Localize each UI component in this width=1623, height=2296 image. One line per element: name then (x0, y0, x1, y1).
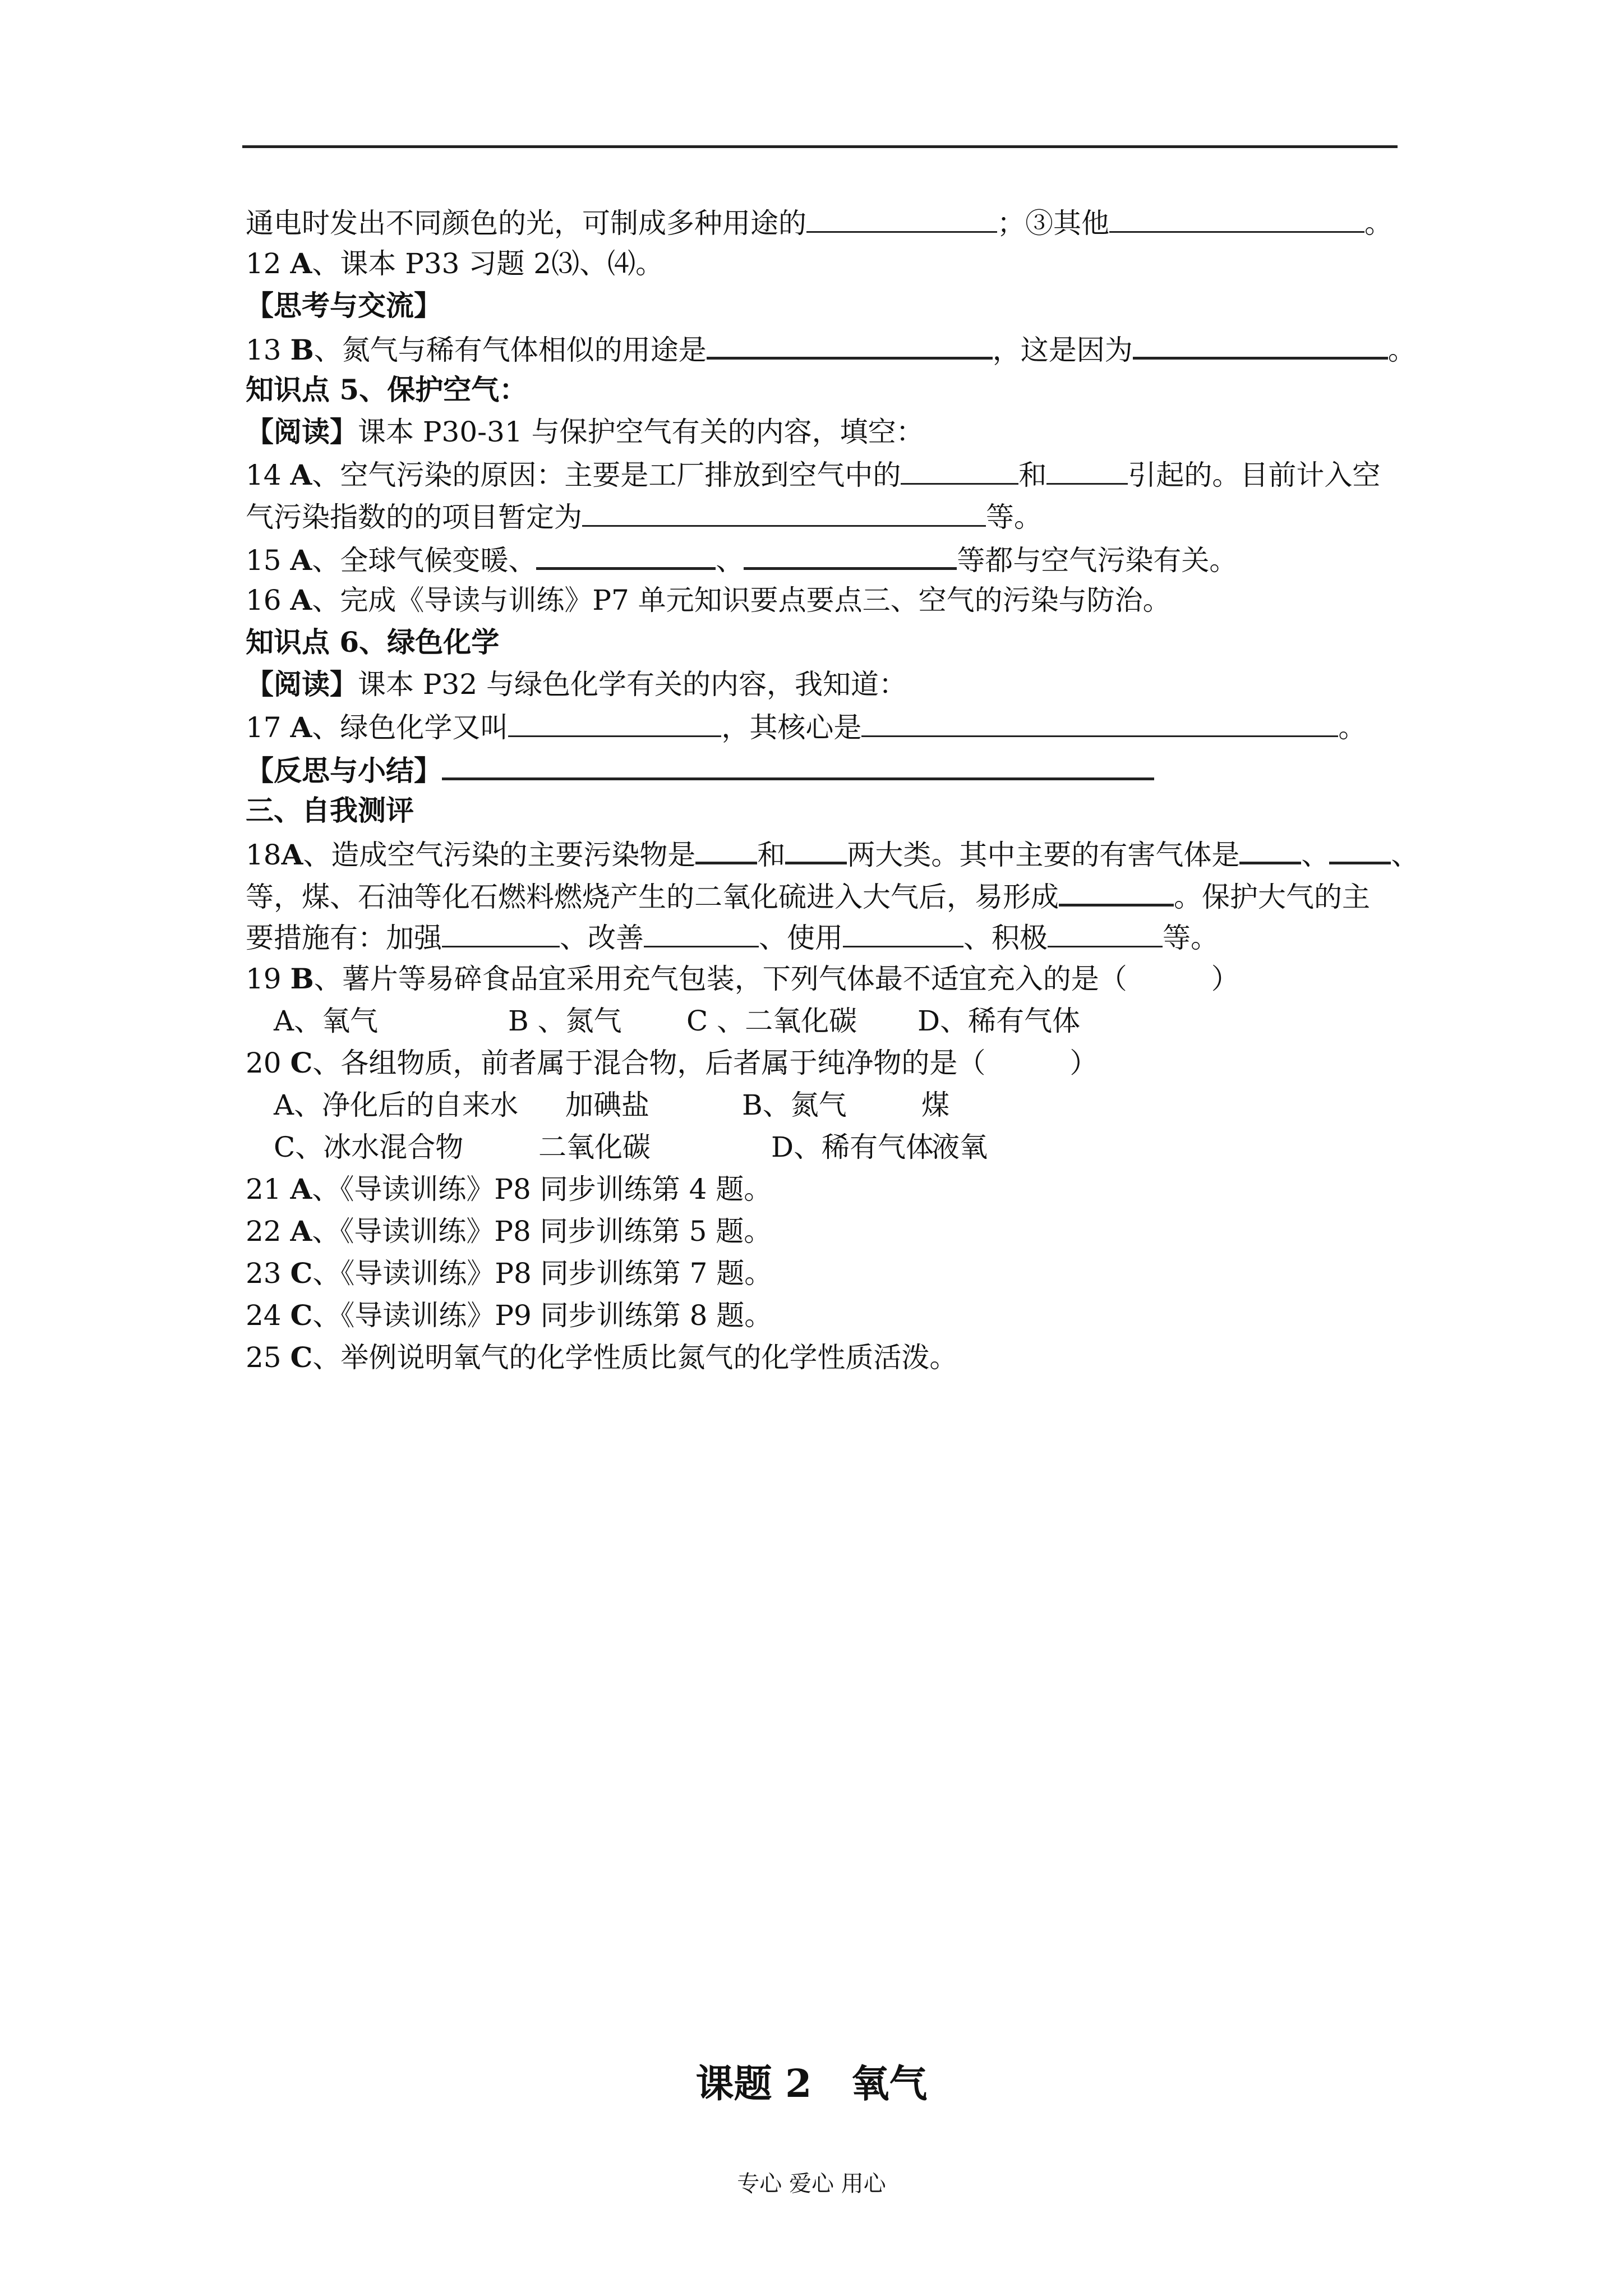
option-c-item: 二氧化碳 (538, 1131, 651, 1163)
question-15: 15 A、全球气候变暖、 、 等都与空气污染有关。 (246, 541, 1237, 575)
answer-blank[interactable] (744, 541, 957, 570)
lesson-title: 课题 2 氧气 (695, 2062, 928, 2106)
answer-blank[interactable] (785, 836, 847, 864)
self-assessment-heading: 三、自我测评 (246, 794, 414, 827)
options-row (274, 1004, 1080, 1038)
option-d[interactable]: D、稀有气体 (771, 1131, 934, 1163)
question-17: 17 A、绿色化学又叫 ，其核心是 。 (246, 711, 1367, 744)
answer-blank[interactable] (442, 920, 560, 947)
option-c[interactable]: C 、二氧化碳 (686, 1005, 857, 1037)
section-heading: 【思考与交流】 (246, 289, 442, 322)
answer-blank[interactable] (1046, 457, 1128, 485)
option-b[interactable]: B 、氮气 (508, 1005, 622, 1037)
answer-blank[interactable] (508, 710, 721, 737)
answer-blank[interactable] (707, 331, 993, 360)
answer-blank[interactable] (536, 541, 716, 570)
reading-note: 【阅读】课本 P30-31 与保护空气有关的内容，填空： (246, 415, 924, 448)
answer-blank[interactable] (442, 752, 1154, 780)
page-footer: 专心 爱心 用心 (737, 2171, 886, 2197)
question-25: 25 C、举例说明氧气的化学性质比氮气的化学性质活泼。 (246, 1341, 958, 1374)
options-row (274, 1130, 988, 1164)
option-a-item: 加碘盐 (565, 1089, 649, 1121)
answer-blank[interactable] (695, 836, 757, 864)
reading-note: 【阅读】课本 P32 与绿色化学有关的内容，我知道： (246, 668, 907, 701)
question-22: 22 A、《导读训练》P8 同步训练第 5 题。 (246, 1214, 772, 1248)
question-20: 20 C、各组物质，前者属于混合物，后者属于纯净物的是（ ） (246, 1046, 1098, 1079)
answer-blank[interactable] (1109, 205, 1364, 233)
answer-blank[interactable] (1239, 836, 1301, 864)
text-line: 气污染指数的的项目暂定为 等。 (246, 499, 1042, 533)
header-rule (242, 145, 1398, 148)
options-row (274, 1088, 949, 1122)
question-19: 19 B、薯片等易碎食品宜采用充气包装，下列气体最不适宜充入的是（ ） (246, 962, 1239, 995)
knowledge-point-6: 知识点 6、绿色化学 (246, 625, 500, 659)
text-line: 要措施有：加强 、改善 、使用 、积极 等。 (246, 920, 1219, 954)
question-18: 18A、造成空气污染的主要污染物是 和 两大类。其中主要的有害气体是 、 、 (246, 836, 1419, 869)
question-24: 24 C、《导读训练》P9 同步训练第 8 题。 (246, 1299, 773, 1332)
knowledge-point-5: 知识点 5、保护空气： (246, 373, 528, 406)
text-line: 通电时发出不同颜色的光，可制成多种用途的 ；③其他 。 (246, 205, 1393, 239)
option-a[interactable]: A、净化后的自来水 (274, 1089, 519, 1121)
question-16: 16 A、完成《导读与训练》P7 单元知识要点要点三、空气的污染与防治。 (246, 583, 1171, 616)
question-14: 14 A、空气污染的原因：主要是工厂排放到空气中的 和 引起的。目前计入空 (246, 458, 1381, 491)
answer-blank[interactable] (582, 499, 986, 527)
answer-blank[interactable] (843, 920, 963, 947)
answer-blank[interactable] (1059, 878, 1174, 907)
answer-blank[interactable] (806, 205, 997, 233)
question-23: 23 C、《导读训练》P8 同步训练第 7 题。 (246, 1257, 773, 1290)
question-12: 12 A、课本 P33 习题 2⑶、⑷。 (246, 247, 664, 280)
question-13: 13 B、氮气与稀有气体相似的用途是 ，这是因为 。 (246, 331, 1416, 365)
answer-blank[interactable] (861, 710, 1338, 737)
answer-blank[interactable] (901, 457, 1018, 485)
text-line: 等，煤、石油等化石燃料燃烧产生的二氧化硫进入大气后，易形成 。保护大气的主 (246, 878, 1370, 912)
answer-blank[interactable] (1133, 331, 1388, 360)
answer-blank[interactable] (1329, 836, 1391, 864)
answer-blank[interactable] (644, 920, 759, 947)
question-21: 21 A、《导读训练》P8 同步训练第 4 题。 (246, 1172, 772, 1205)
option-d[interactable]: D、稀有气体 (917, 1005, 1081, 1037)
option-d-item: 液氧 (932, 1131, 988, 1163)
option-a[interactable]: A、氧气 (274, 1005, 379, 1037)
answer-blank[interactable] (1048, 920, 1163, 947)
option-c[interactable]: C、冰水混合物 (274, 1131, 464, 1163)
option-b[interactable]: B、氮气 (742, 1089, 847, 1121)
reflection-summary: 【反思与小结】 (246, 752, 1154, 785)
option-b-item: 煤 (921, 1089, 949, 1121)
